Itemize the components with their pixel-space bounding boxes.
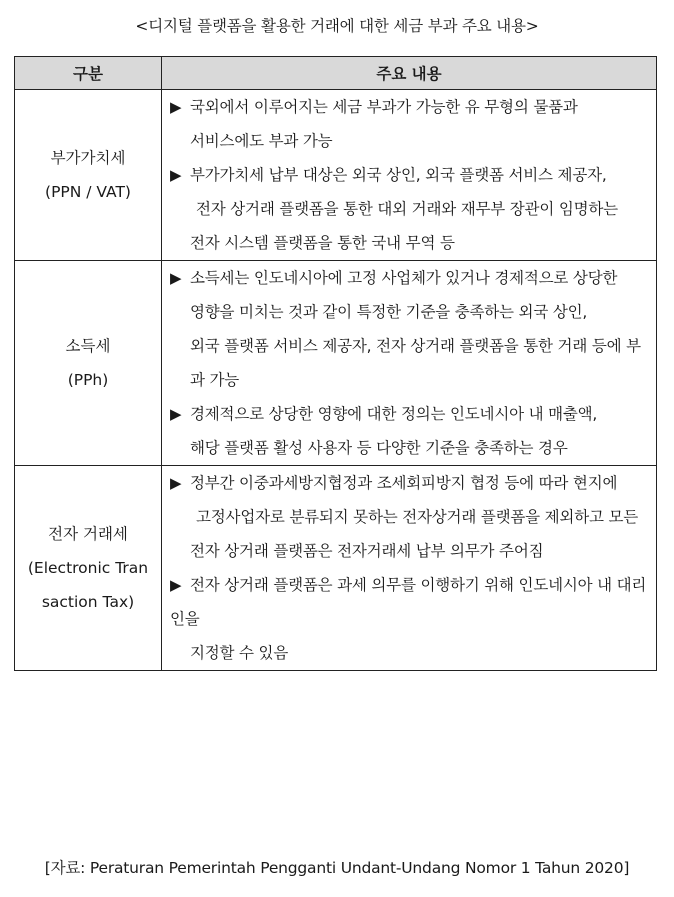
source-note: [자료: Peraturan Pemerintah Pengganti Undant-Undang Nomor 1 Tahun 2020]	[44, 859, 630, 877]
content-line: 전자 상거래 플랫폼을 통한 대외 거래와 재무부 장관이 임명하는	[196, 200, 618, 218]
category-cell-pph	[15, 261, 162, 466]
content-line: 고정사업자로 분류되지 못하는 전자상거래 플랫폼을 제외하고 모든	[196, 508, 639, 526]
category-cell-vat	[15, 90, 162, 261]
category-cell-ett	[15, 466, 162, 671]
content-line: 지정할 수 있음	[190, 644, 289, 662]
bullet-icon: ▶	[170, 269, 182, 287]
header-content: 주요 내용	[162, 57, 657, 90]
header-row	[15, 57, 657, 90]
content-line: 전자 상거래 플랫폼은 전자거래세 납부 의무가 주어짐	[190, 542, 544, 560]
content-cell-pph	[162, 261, 657, 466]
content-line: 해당 플랫폼 활성 사용자 등 다양한 기준을 충족하는 경우	[190, 439, 568, 457]
table-row	[15, 261, 657, 466]
document-title: <디지털 플랫폼을 활용한 거래에 대한 세금 부과 주요 내용>	[135, 17, 539, 35]
content-line: 경제적으로 상당한 영향에 대한 정의는 인도네시아 내 매출액,	[190, 405, 598, 423]
bullet-icon: ▶	[170, 166, 182, 184]
header-category: 구분	[15, 57, 162, 90]
content-cell-vat	[162, 90, 657, 261]
content-line: 정부간 이중과세방지협정과 조세회피방지 협정 등에 따라 현지에	[190, 474, 618, 492]
category-name: 소득세	[65, 337, 111, 355]
bullet-icon: ▶	[170, 98, 182, 116]
table-row	[15, 90, 657, 261]
content-cell-ett	[162, 466, 657, 671]
tax-table	[14, 56, 657, 671]
content-line: 전자 상거래 플랫폼은 과세 의무를 이행하기 위해 인도네시아 내 대리인을	[170, 576, 647, 628]
content-line: 전자 시스템 플랫폼을 통한 국내 무역 등	[190, 234, 455, 252]
content-line: 국외에서 이루어지는 세금 부과가 가능한 유 무형의 물품과	[190, 98, 578, 116]
category-code: (PPh)	[67, 371, 109, 389]
bullet-icon: ▶	[170, 405, 182, 423]
category-code: (PPN / VAT)	[45, 183, 131, 201]
content-line: 부가가치세 납부 대상은 외국 상인, 외국 플랫폼 서비스 제공자,	[190, 166, 607, 184]
category-english-name: (Electronic Tran	[27, 559, 149, 577]
bullet-icon: ▶	[170, 474, 182, 492]
category-name: 부가가치세	[50, 149, 126, 167]
content-line: 서비스에도 부과 가능	[190, 132, 333, 150]
bullet-icon: ▶	[170, 576, 182, 594]
content-line: 외국 플랫폼 서비스 제공자, 전자 상거래 플랫폼을 통한 거래 등에 부과 가능	[190, 337, 641, 389]
category-english-name: saction Tax)	[41, 593, 135, 611]
content-line: 영향을 미치는 것과 같이 특정한 기준을 충족하는 외국 상인,	[190, 303, 588, 321]
content-line: 소득세는 인도네시아에 고정 사업체가 있거나 경제적으로 상당한	[190, 269, 618, 287]
category-name: 전자 거래세	[48, 525, 128, 543]
table-row	[15, 466, 657, 671]
